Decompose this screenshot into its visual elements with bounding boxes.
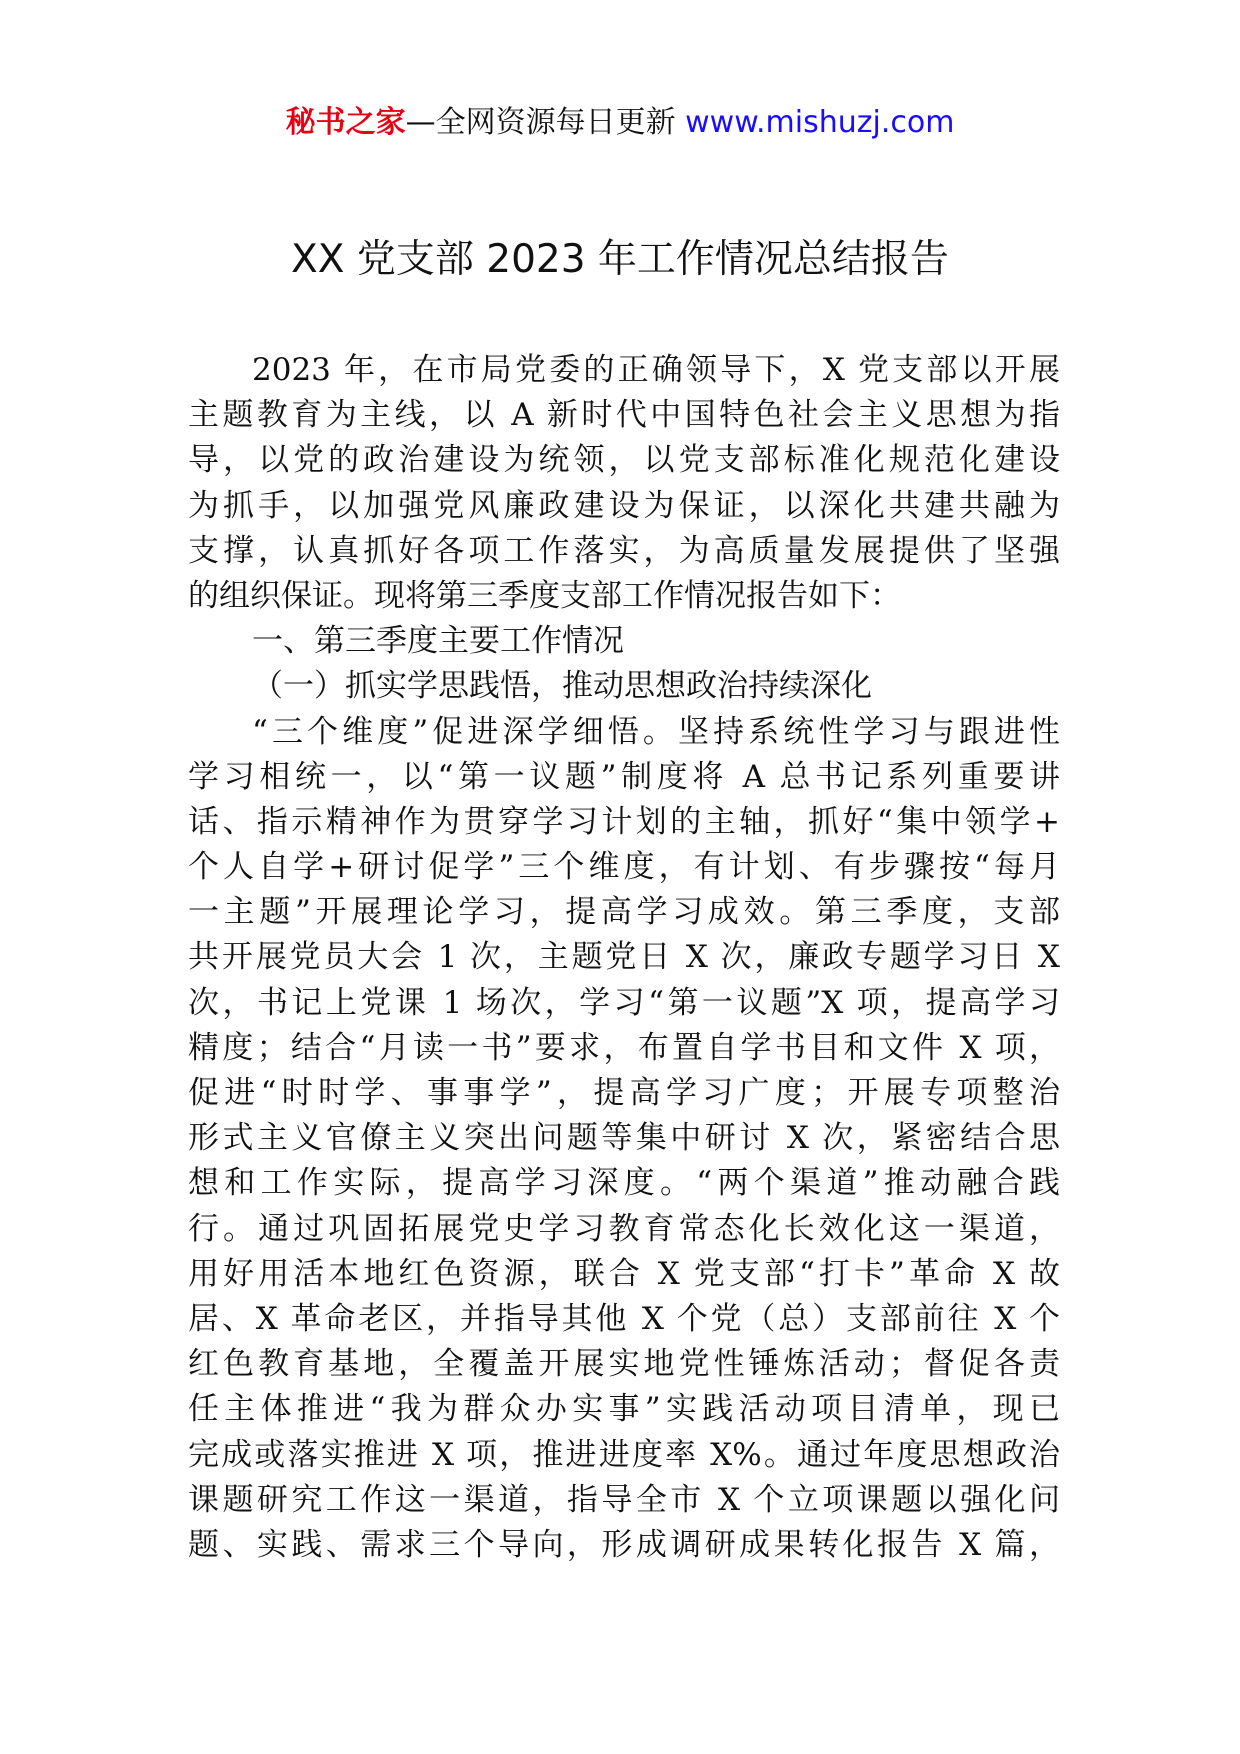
document-title: XX 党支部 2023 年工作情况总结报告	[291, 237, 949, 282]
text-line: 2023 年，在市局党委的正确领导下，X 党支部以开展	[252, 352, 1060, 388]
text-line: 课题研究工作这一渠道，指导全市 X 个立项课题以强化问	[188, 1481, 1060, 1518]
text-line: 个人自学+研讨促学”三个维度，有计划、有步骤按“每月	[188, 849, 1060, 886]
subsection-heading: （一）抓实学思践悟，推动思想政治持续深化	[252, 668, 872, 705]
text-line: 导，以党的政治建设为统领，以党支部标准化规范化建设	[188, 442, 1060, 479]
site-url: www.mishuzj.com	[685, 105, 955, 140]
text-line: 学习相统一，以“第一议题”制度将 A 总书记系列重要讲	[188, 758, 1060, 795]
text-line: 精度；结合“月读一书”要求，布置自学书目和文件 X 项，	[188, 1029, 1060, 1066]
text-line: 促进“时时学、事事学”，提高学习广度；开展专项整治	[188, 1075, 1060, 1111]
text-line: 话、指示精神作为贯穿学习计划的主轴，抓好“集中领学+	[188, 803, 1060, 840]
text-line: 用好用活本地红色资源，联合 X 党支部“打卡”革命 X 故	[188, 1255, 1060, 1292]
text-line: 形式主义官僚主义突出问题等集中研讨 X 次，紧密结合思	[188, 1120, 1060, 1157]
brand-name: 秘书之家	[285, 105, 406, 140]
text-line: 的组织保证。现将第三季度支部工作情况报告如下：	[188, 577, 901, 614]
banner-tagline: —全网资源每日更新	[405, 105, 686, 140]
text-line: “三个维度”促进深学细悟。坚持系统性学习与跟进性	[252, 713, 1060, 750]
text-line: 题、实践、需求三个导向，形成调研成果转化报告 X 篇，	[188, 1526, 1060, 1563]
text-line: 次，书记上党课 1 场次，学习“第一议题”X 项，提高学习	[188, 984, 1060, 1021]
text-line: 支撑，认真抓好各项工作落实，为高质量发展提供了坚强	[188, 532, 1060, 569]
document-body	[188, 348, 1060, 1568]
site-banner	[0, 100, 1240, 146]
text-line: 居、X 革命老区，并指导其他 X 个党（总）支部前往 X 个	[188, 1300, 1060, 1337]
text-line: 为抓手，以加强党风廉政建设为保证，以深化共建共融为	[188, 487, 1060, 524]
text-line: 红色教育基地，全覆盖开展实地党性锤炼活动；督促各责	[188, 1346, 1060, 1383]
section-heading: 一、第三季度主要工作情况	[252, 623, 624, 660]
text-line: 行。通过巩固拓展党史学习教育常态化长效化这一渠道，	[188, 1210, 1060, 1247]
text-line: 共开展党员大会 1 次，主题党日 X 次，廉政专题学习日 X	[188, 939, 1060, 976]
text-line: 一主题”开展理论学习，提高学习成效。第三季度，支部	[188, 894, 1060, 931]
text-line: 想和工作实际，提高学习深度。“两个渠道”推动融合践	[188, 1165, 1060, 1202]
text-line: 任主体推进“我为群众办实事”实践活动项目清单，现已	[188, 1391, 1060, 1428]
text-line: 完成或落实推进 X 项，推进进度率 X%。通过年度思想政治	[188, 1436, 1060, 1473]
text-line: 主题教育为主线，以 A 新时代中国特色社会主义思想为指	[188, 397, 1060, 434]
